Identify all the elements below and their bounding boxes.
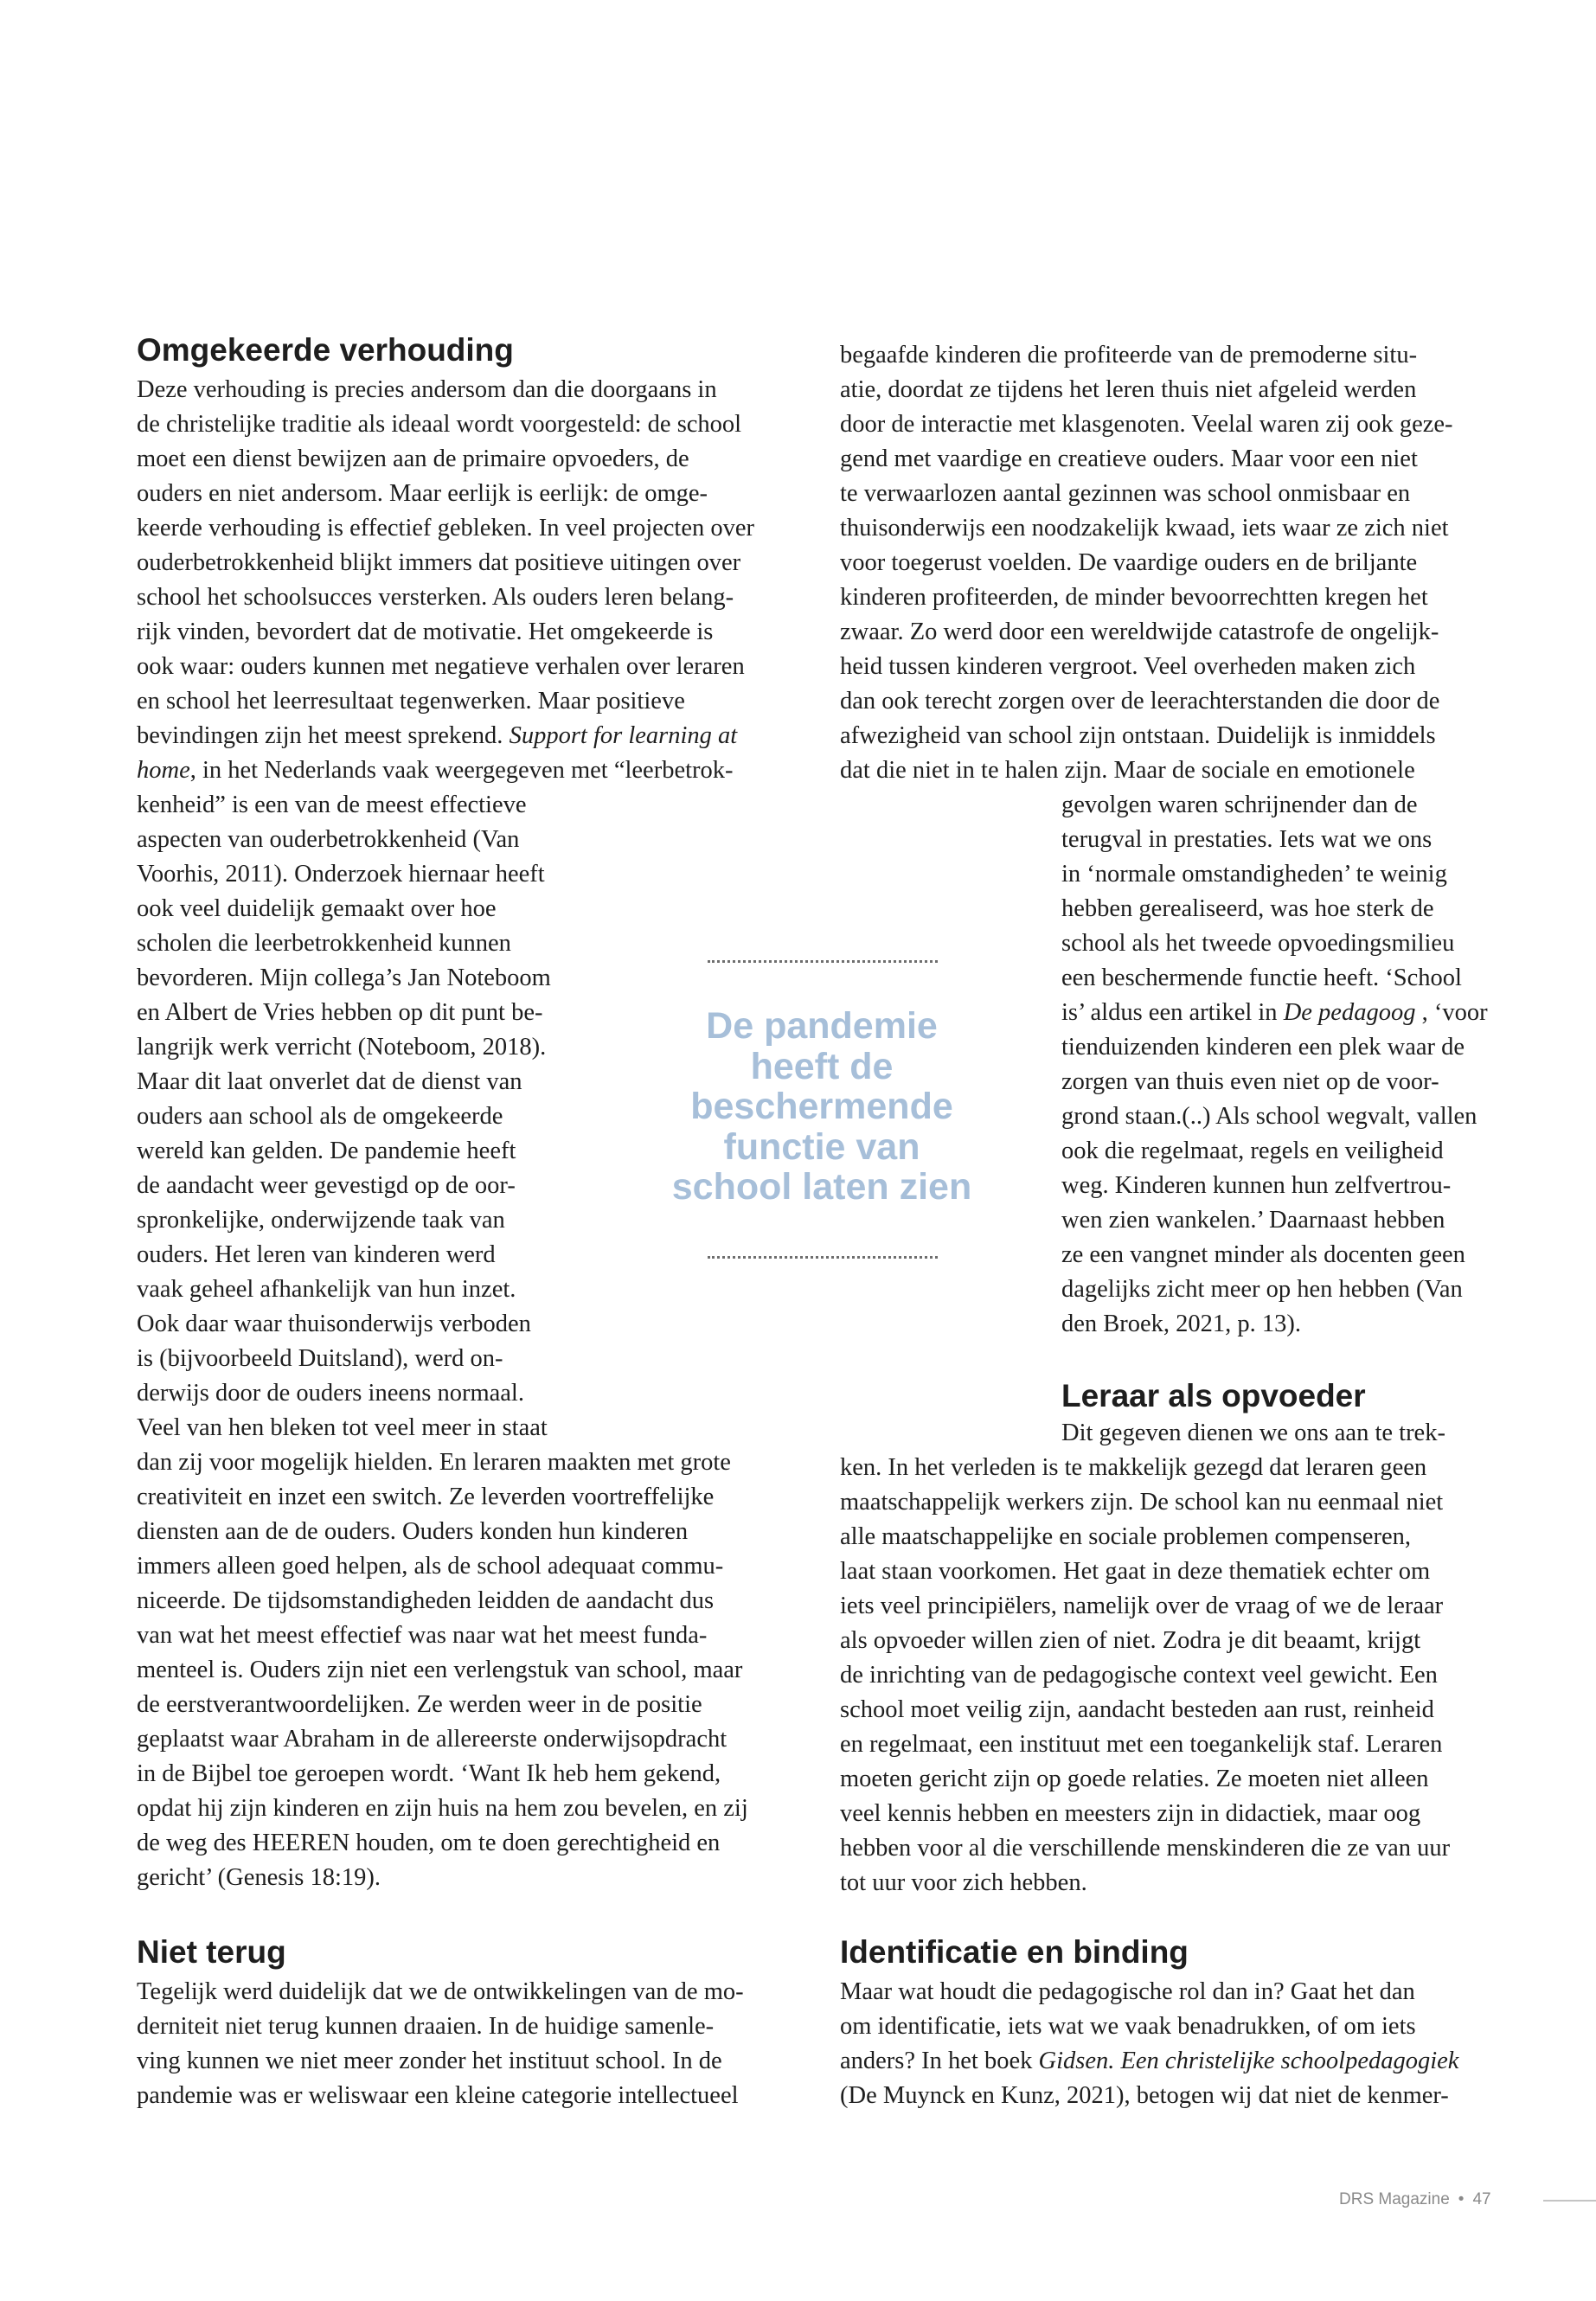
text-line: ouders aan school als de omgekeerde bbox=[137, 1103, 503, 1130]
text-line: de weg des HEEREN houden, om te doen gerechtigheid en bbox=[137, 1830, 721, 1856]
text-line: begaafde kinderen die profiteerde van de premoderne situ- bbox=[840, 342, 1418, 369]
text-line: gend met vaardige en creatieve ouders. Maar voor een niet bbox=[840, 445, 1418, 472]
text-span: , ‘voor bbox=[1415, 999, 1488, 1026]
pullquote-text bbox=[631, 1006, 1012, 1208]
text-line: rijk vinden, bevordert dat de motivatie. Het omgekeerde is bbox=[137, 619, 714, 645]
text-line: kenheid” is een van de meest effectieve bbox=[137, 792, 527, 818]
text-line: vaak geheel afhankelijk van hun inzet. bbox=[137, 1276, 516, 1303]
text-line: maatschappelijk werkers zijn. De school kan nu eenmaal niet bbox=[840, 1489, 1444, 1516]
magazine-name: DRS Magazine bbox=[1339, 2190, 1450, 2208]
text-line: Veel van hen bleken tot veel meer in staat bbox=[137, 1414, 548, 1441]
pullquote-bottom-divider bbox=[708, 1256, 938, 1259]
pullquote-top-divider bbox=[708, 960, 938, 963]
text-line: terugval in prestaties. Iets wat we ons bbox=[1061, 826, 1433, 853]
text-line: grond staan.(..) Als school wegvalt, vallen bbox=[1061, 1103, 1477, 1130]
text-span: anders? In het boek bbox=[840, 2048, 1039, 2074]
pullquote-line: school laten zien bbox=[671, 1166, 972, 1208]
text-line: moet een dienst bewijzen aan de primaire opvoeders, de bbox=[137, 445, 689, 472]
section-heading-identificatie-en-binding: Identificatie en binding bbox=[840, 1934, 1189, 1970]
footer-separator: • bbox=[1458, 2190, 1465, 2208]
text-line: dan zij voor mogelijk hielden. En leraren maakten met grote bbox=[137, 1449, 731, 1476]
section-heading-leraar-als-opvoeder: Leraar als opvoeder bbox=[1061, 1378, 1366, 1413]
text-line: de eerstverantwoordelijken. Ze werden weer in de positie bbox=[137, 1691, 702, 1718]
text-line: en school het leerresultaat tegenwerken. Maar positieve bbox=[137, 688, 685, 715]
text-line: de christelijke traditie als ideaal wordt voorgesteld: de school bbox=[137, 411, 742, 438]
pullquote-line: heeft de bbox=[750, 1045, 894, 1087]
text-line: dan ook terecht zorgen over de leerachterstanden die door de bbox=[840, 688, 1440, 715]
pullquote-line: functie van bbox=[723, 1125, 920, 1168]
pullquote-line: De pandemie bbox=[706, 1005, 938, 1047]
text-line: creativiteit en inzet een switch. Ze leverden voortreffelijke bbox=[137, 1484, 715, 1510]
italic-book-title: Gidsen. Een christelijke schoolpedagogiek bbox=[1038, 2048, 1459, 2074]
text-line: de aandacht weer gevestigd op de oor- bbox=[137, 1172, 516, 1199]
text-line: Ook daar waar thuisonderwijs verboden bbox=[137, 1311, 531, 1337]
text-line: kinderen profiteerden, de minder bevoorrechtten kregen het bbox=[840, 584, 1428, 611]
text-line: in ‘normale omstandigheden’ te weinig bbox=[1061, 861, 1447, 888]
text-line bbox=[137, 719, 737, 753]
text-line: (De Muynck en Kunz, 2021), betogen wij dat niet de kenmer- bbox=[840, 2082, 1449, 2109]
text-line: veel kennis hebben en meesters zijn in didactiek, maar oog bbox=[840, 1800, 1421, 1827]
text-line: wen zien wankelen.’ Daarnaast hebben bbox=[1061, 1207, 1445, 1234]
text-span: is’ aldus een artikel in bbox=[1061, 999, 1284, 1026]
footer-rule bbox=[1543, 2200, 1596, 2202]
text-line: ouderbetrokkenheid blijkt immers dat positieve uitingen over bbox=[137, 549, 741, 576]
text-line: laat staan voorkomen. Het gaat in deze thematiek echter om bbox=[840, 1558, 1431, 1585]
text-line: thuisonderwijs een noodzakelijk kwaad, iets waar ze zich niet bbox=[840, 515, 1449, 542]
text-line: Maar wat houdt die pedagogische rol dan in? Gaat het dan bbox=[840, 1978, 1415, 2005]
page-footer bbox=[1339, 2189, 1491, 2211]
text-line bbox=[137, 753, 734, 788]
text-line: school het schoolsucces versterken. Als ouders leren belang- bbox=[137, 584, 734, 611]
text-line: alle maatschappelijke en sociale problemen compenseren, bbox=[840, 1523, 1411, 1550]
text-line: Maar dit laat onverlet dat de dienst van bbox=[137, 1068, 522, 1095]
text-line: ouders en niet andersom. Maar eerlijk is eerlijk: de omge- bbox=[137, 480, 708, 507]
text-line: gericht’ (Genesis 18:19). bbox=[137, 1864, 381, 1891]
text-line bbox=[840, 2044, 1458, 2079]
italic-term: Support for learning at bbox=[509, 722, 738, 749]
text-line: niceerde. De tijdsomstandigheden leidden de aandacht dus bbox=[137, 1587, 715, 1614]
text-line: door de interactie met klasgenoten. Veelal waren zij ook geze- bbox=[840, 411, 1453, 438]
section-heading-omgekeerde-verhouding: Omgekeerde verhouding bbox=[137, 332, 514, 368]
text-span: bevindingen zijn het meest sprekend. bbox=[137, 722, 510, 749]
text-line: voor toegerust voelden. De vaardige ouders en de briljante bbox=[840, 549, 1418, 576]
text-line: weg. Kinderen kunnen hun zelfvertrou- bbox=[1061, 1172, 1452, 1199]
page-number: 47 bbox=[1472, 2190, 1491, 2208]
text-line: hebben gerealiseerd, was hoe sterk de bbox=[1061, 895, 1434, 922]
text-line: ook waar: ouders kunnen met negatieve verhalen over leraren bbox=[137, 653, 745, 680]
text-line: Dit gegeven dienen we ons aan te trek- bbox=[1061, 1420, 1445, 1446]
text-line: derwijs door de ouders ineens normaal. bbox=[137, 1380, 524, 1407]
text-line: diensten aan de de ouders. Ouders konden hun kinderen bbox=[137, 1518, 689, 1545]
text-line: als opvoeder willen zien of niet. Zodra je dit beaamt, krijgt bbox=[840, 1627, 1421, 1654]
text-line: ook die regelmaat, regels en veiligheid bbox=[1061, 1138, 1444, 1164]
pullquote-line: beschermende bbox=[690, 1086, 953, 1127]
text-line: ook veel duidelijk gemaakt over hoe bbox=[137, 895, 497, 922]
text-line: ving kunnen we niet meer zonder het instituut school. In de bbox=[137, 2048, 722, 2074]
text-line: aspecten van ouderbetrokkenheid (Van bbox=[137, 826, 520, 853]
text-line: Voorhis, 2011). Onderzoek hiernaar heeft bbox=[137, 861, 545, 888]
text-line: wereld kan gelden. De pandemie heeft bbox=[137, 1138, 516, 1164]
text-line bbox=[1061, 996, 1488, 1030]
text-line: tot uur voor zich hebben. bbox=[840, 1869, 1087, 1896]
text-line: school moet veilig zijn, aandacht besteden aan rust, reinheid bbox=[840, 1696, 1434, 1723]
text-line: opdat hij zijn kinderen en zijn huis na hem zou bevelen, en zij bbox=[137, 1795, 748, 1822]
text-line: menteel is. Ouders zijn niet een verlengstuk van school, maar bbox=[137, 1657, 743, 1683]
text-line: de inrichting van de pedagogische context veel gewicht. Een bbox=[840, 1662, 1438, 1689]
text-line: geplaatst waar Abraham in de allereerste onderwijsopdracht bbox=[137, 1726, 727, 1753]
text-line: bevorderen. Mijn collega’s Jan Noteboom bbox=[137, 965, 551, 991]
text-line: langrijk werk verricht (Noteboom, 2018). bbox=[137, 1034, 547, 1061]
text-line: in de Bijbel toe geroepen wordt. ‘Want Ik heb hem gekend, bbox=[137, 1760, 721, 1787]
italic-title: De pedagoog bbox=[1283, 999, 1416, 1026]
text-line: Tegelijk werd duidelijk dat we de ontwikkelingen van de mo- bbox=[137, 1978, 744, 2005]
text-line: ouders. Het leren van kinderen werd bbox=[137, 1241, 496, 1268]
text-line: ken. In het verleden is te makkelijk gezegd dat leraren geen bbox=[840, 1454, 1427, 1481]
text-line: hebben voor al die verschillende menskinderen die ze van uur bbox=[840, 1835, 1451, 1862]
text-line: een beschermende functie heeft. ‘School bbox=[1061, 965, 1462, 991]
text-line: te verwaarlozen aantal gezinnen was school onmisbaar en bbox=[840, 480, 1411, 507]
text-line: om identificatie, iets wat we vaak benadrukken, of om iets bbox=[840, 2013, 1416, 2040]
italic-term: home bbox=[137, 757, 190, 784]
text-line: van wat het meest effectief was naar wat het meest funda- bbox=[137, 1622, 708, 1649]
text-line: moeten gericht zijn op goede relaties. Ze moeten niet alleen bbox=[840, 1766, 1429, 1792]
text-line: immers alleen goed helpen, als de school adequaat commu- bbox=[137, 1553, 724, 1580]
text-line: dat die niet in te halen zijn. Maar de sociale en emotionele bbox=[840, 757, 1415, 784]
text-line: zorgen van thuis even niet op de voor- bbox=[1061, 1068, 1439, 1095]
text-span: , in het Nederlands vaak weergegeven met “leerbetrok- bbox=[189, 757, 734, 784]
text-line: den Broek, 2021, p. 13). bbox=[1061, 1311, 1302, 1337]
text-line: afwezigheid van school zijn ontstaan. Duidelijk is inmiddels bbox=[840, 722, 1436, 749]
text-line: dagelijks zicht meer op hen hebben (Van bbox=[1061, 1276, 1463, 1303]
text-line: is (bijvoorbeeld Duitsland), werd on- bbox=[137, 1345, 503, 1372]
text-line: en Albert de Vries hebben op dit punt be- bbox=[137, 999, 543, 1026]
text-line: Deze verhouding is precies andersom dan die doorgaans in bbox=[137, 376, 717, 403]
text-line: atie, doordat ze tijdens het leren thuis niet afgeleid werden bbox=[840, 376, 1417, 403]
text-line: ze een vangnet minder als docenten geen bbox=[1061, 1241, 1465, 1268]
text-line: keerde verhouding is effectief gebleken. In veel projecten over bbox=[137, 515, 755, 542]
text-line: school als het tweede opvoedingsmilieu bbox=[1061, 930, 1455, 957]
text-line: gevolgen waren schrijnender dan de bbox=[1061, 792, 1418, 818]
section-heading-niet-terug: Niet terug bbox=[137, 1934, 286, 1970]
text-line: spronkelijke, onderwijzende taak van bbox=[137, 1207, 505, 1234]
text-line: scholen die leerbetrokkenheid kunnen bbox=[137, 930, 511, 957]
text-line: pandemie was er weliswaar een kleine categorie intellectueel bbox=[137, 2082, 739, 2109]
text-line: iets veel principiëlers, namelijk over de vraag of we de leraar bbox=[840, 1593, 1444, 1619]
text-line: en regelmaat, een instituut met een toegankelijk staf. Leraren bbox=[840, 1731, 1443, 1758]
text-line: tienduizenden kinderen een plek waar de bbox=[1061, 1034, 1465, 1061]
text-line: derniteit niet terug kunnen draaien. In de huidige samenle- bbox=[137, 2013, 715, 2040]
text-line: zwaar. Zo werd door een wereldwijde catastrofe de ongelijk- bbox=[840, 619, 1439, 645]
text-line: heid tussen kinderen vergroot. Veel overheden maken zich bbox=[840, 653, 1416, 680]
